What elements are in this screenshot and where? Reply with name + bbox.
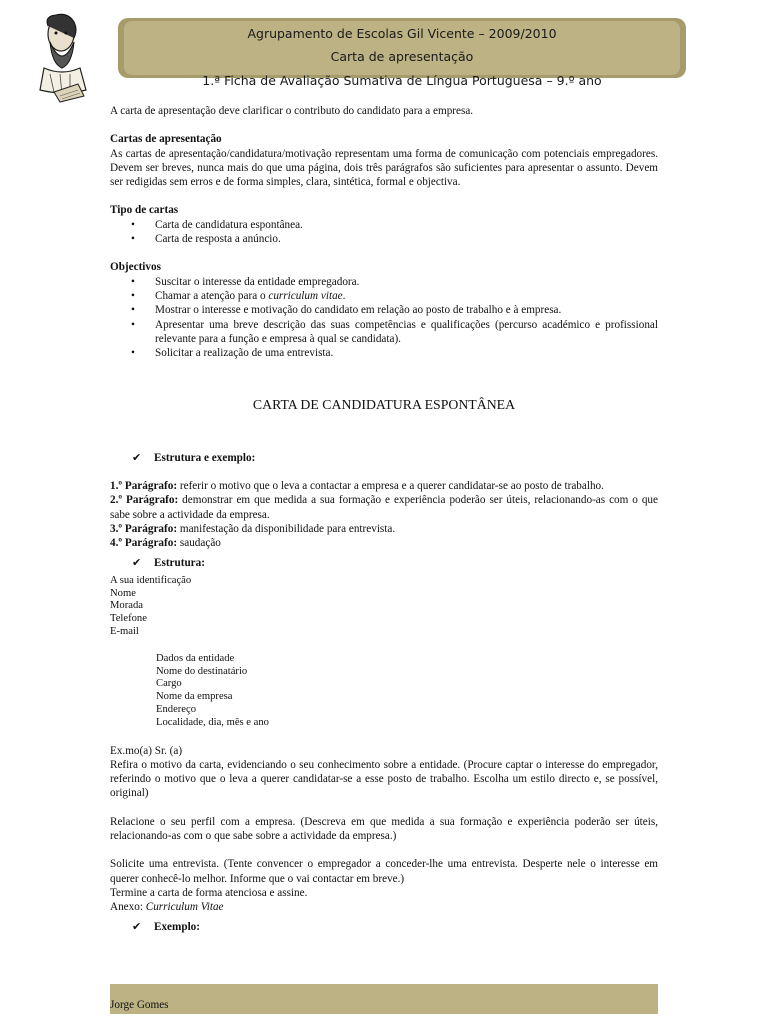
list-item: • Chamar a atenção para o curriculum vitae. [155,289,658,303]
sender-line: Nome [110,587,136,599]
paragraph-description: 2.º Parágrafo: demonstrar em que medida a sua formação e experiência poderão ser úteis, relacionando-as com o que sabe sobre a actividade da empresa. [110,494,658,521]
estrutura-heading: ✔ Estrutura: [132,556,205,569]
attachment-line: Anexo: Curriculum Vitae [110,901,224,914]
document-subtitle: 1.ª Ficha de Avaliação Sumativa de Língua Portuguesa – 9.º ano [202,73,602,88]
recipient-line: Dados da entidade [156,652,235,664]
list-item: • Suscitar o interesse da entidade empregadora. [155,275,658,289]
list-item: • Apresentar uma breve descrição das suas competências e qualificações (percurso académico e profissional relevante para a função e empresa à qual se candidata). [155,318,658,347]
section-heading-cartas: Cartas de apresentação [110,133,222,146]
check-icon: ✔ [132,556,142,569]
list-item: • Mostrar o interesse e motivação do candidato em relação ao posto de trabalho e à empresa. [155,303,658,317]
example-sender-name: Jorge Gomes [110,999,169,1011]
section-text-cartas: As cartas de apresentação/candidatura/motivação representam uma forma de comunicação com potenciais empregadores. Devem ser breves, nunca mais do que uma página, dois três parágrafos são suficientes para apresentar o assunto. Devem ser redigidas sem erros e de forma simples, clara, sintética, formal e objectiva. [110,147,658,189]
recipient-line: Nome da empresa [156,691,233,703]
recipient-line: Localidade, dia, mês e ano [156,716,269,728]
exemplo-heading: ✔ Exemplo: [132,920,200,933]
document-body [110,104,658,934]
salutation: Ex.mo(a) Sr. (a) [110,744,183,757]
letter-body-paragraph: Refira o motivo da carta, evidenciando o seu conhecimento sobre a entidade. (Procure captar o interesse do empregador, referindo o motivo que o leva a querer candidatar-se a esse posto de trabalho. Escolha um estilo directo e, se possível, original) [110,758,658,800]
letter-body-paragraph: Termine a carta de forma atenciosa e assine. [110,886,308,899]
intro-text: A carta de apresentação deve clarificar o contributo do candidato para a empresa. [110,105,474,117]
section-heading-tipo: Tipo de cartas [110,204,179,217]
check-icon: ✔ [132,920,142,933]
school-name: Agrupamento de Escolas Gil Vicente – 2009/2010 [247,26,557,41]
recipient-line: Endereço [156,704,196,715]
sender-line: Morada [110,600,143,612]
example-box [110,984,658,1014]
recipient-line: Cargo [156,678,182,690]
sender-block [110,575,658,639]
paragraph-description: 1.º Parágrafo: referir o motivo que o leva a contactar a empresa e a querer candidatar-se ao posto de trabalho. [110,480,604,493]
list-item: • Carta de resposta a anúncio. [155,232,658,246]
tipo-list [110,218,658,247]
list-item: • Solicitar a realização de uma entrevista. [155,346,658,360]
curriculum-vitae-term: curriculum vitae [268,289,343,302]
list-item: • Carta de candidatura espontânea. [155,218,658,232]
document-title: Carta de apresentação [330,49,474,64]
estrutura-exemplo-heading: ✔ Estrutura e exemplo: [132,451,256,464]
check-icon: ✔ [132,451,142,464]
recipient-line: Nome do destinatário [156,665,248,677]
gil-vicente-portrait-logo [34,12,94,104]
sender-line: E-mail [110,626,139,638]
sender-line: Telefone [110,613,147,625]
section-heading-objectivos: Objectivos [110,261,161,274]
main-section-title: CARTA DE CANDIDATURA ESPONTÂNEA [252,397,516,413]
paragraph-description: 3.º Parágrafo: manifestação da disponibilidade para entrevista. [110,522,396,535]
letter-body-paragraph: Relacione o seu perfil com a empresa. (Descreva em que medida a sua formação e experiência poderão ser úteis, relacionando-as com o que sabe sobre a actividade da empresa.) [110,815,658,843]
sender-line: A sua identificação [110,574,192,586]
paragraph-description: 4.º Parágrafo: saudação [110,537,221,550]
letter-body-paragraph: Solicite uma entrevista. (Tente convencer o empregador a conceder-lhe uma entrevista. Desperte nele o interesse em querer conhecê-lo melhor. Informe que o vai contactar em breve.) [110,858,658,885]
objectivos-list [110,275,658,361]
recipient-block [110,653,658,730]
